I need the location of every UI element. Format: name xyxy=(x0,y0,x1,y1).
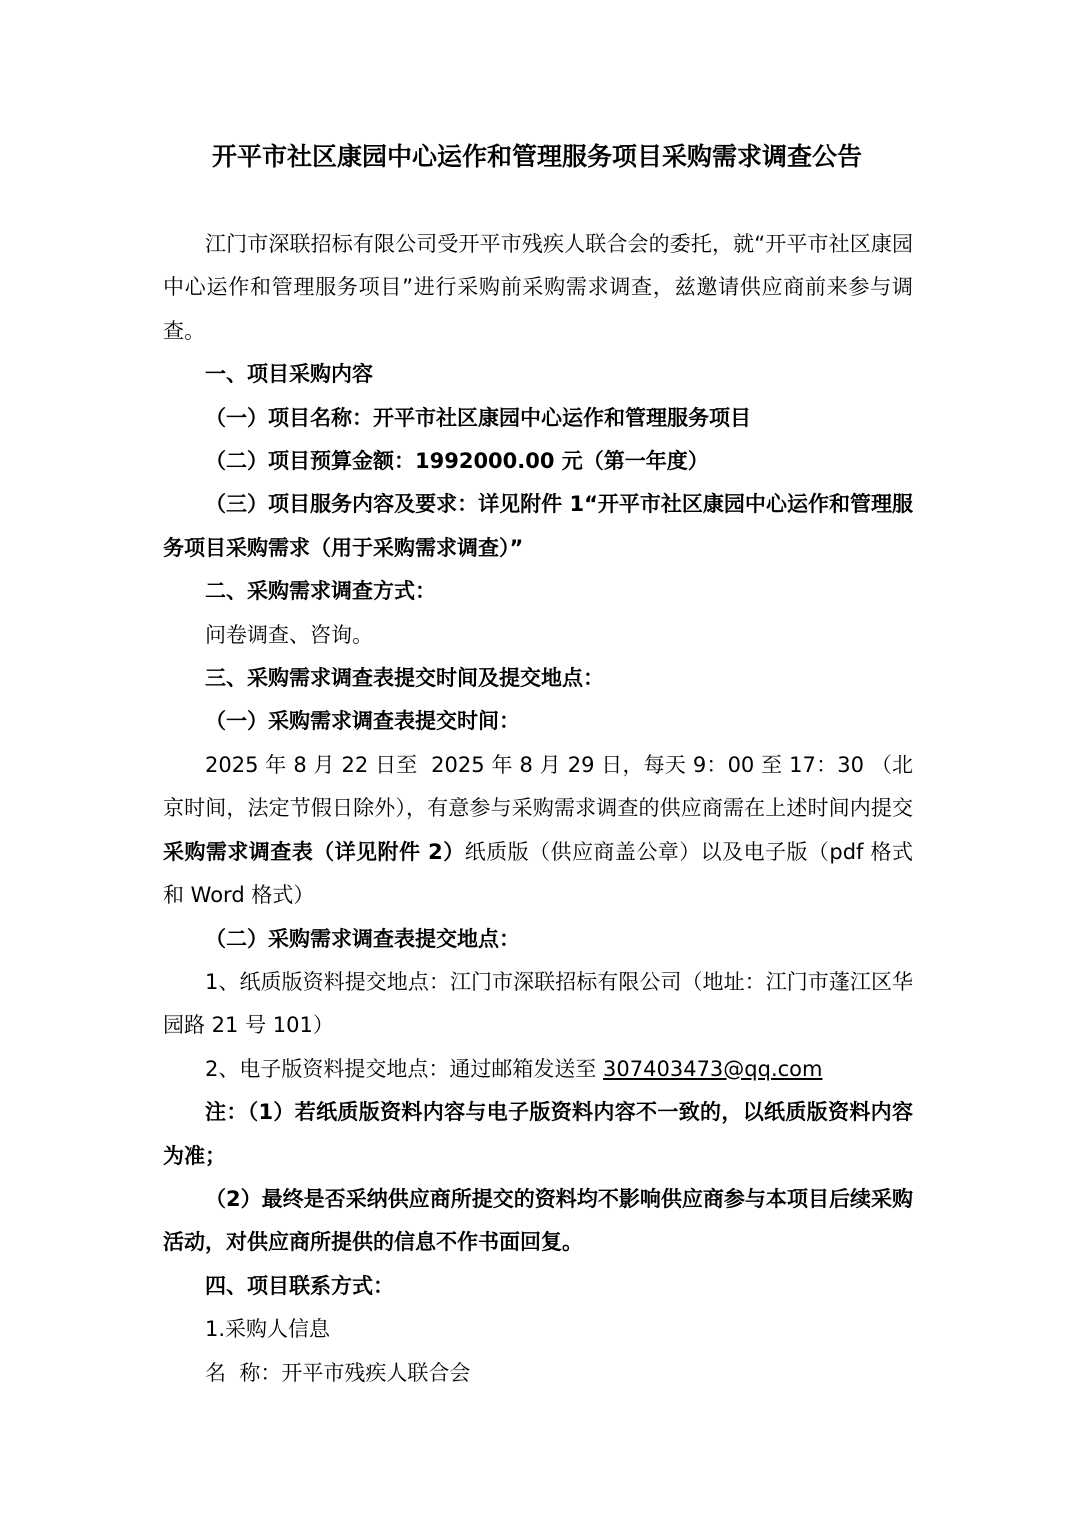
submit-time-text: 2025 年 8 月 22 日至 2025 年 8 月 29 日，每天 9：00 至 17：30 （北京时间，法定节假日除外），有意参与采购需求调查的供应商需在上述时间内提交 xyxy=(163,752,913,821)
purchaser-name-label: 名 称： xyxy=(205,1360,282,1385)
submit-time-heading: （一）采购需求调查表提交时间： xyxy=(205,709,520,734)
section3-heading: 三、采购需求调查表提交时间及提交地点： xyxy=(205,666,604,691)
note-1: 注：（1）若纸质版资料内容与电子版资料内容不一致的，以纸质版资料内容为准； xyxy=(163,1100,913,1168)
purchaser-name-line xyxy=(163,1352,913,1395)
survey-form-reference: 采购需求调查表（详见附件 2） xyxy=(163,839,465,864)
project-budget: （二）项目预算金额：1992000.00 元（第一年度） xyxy=(205,449,709,474)
section4-heading: 四、项目联系方式： xyxy=(205,1273,394,1298)
section2-heading: 二、采购需求调查方式： xyxy=(205,579,436,604)
purchaser-heading: 1.采购人信息 xyxy=(205,1317,331,1342)
note-2: （2）最终是否采纳供应商所提交的资料均不影响供应商参与本项目后续采购活动，对供应商所提供的信息不作书面回复。 xyxy=(163,1186,913,1255)
submit-time-paragraph xyxy=(163,744,913,918)
intro-paragraph: 江门市深联招标有限公司受开平市残疾人联合会的委托，就“开平市社区康园中心运作和管理服务项目”进行采购前采购需求调查，兹邀请供应商前来参与调查。 xyxy=(163,232,913,343)
submit-format-text: 纸质版（供应商盖公章）以及电子版（pdf 格式和 Word 格式） xyxy=(163,839,914,908)
document-title: 开平市社区康园中心运作和管理服务项目采购需求调查公告 xyxy=(211,142,862,171)
document-body xyxy=(163,223,913,1395)
email-submit-label: 2、电子版资料提交地点：通过邮箱发送至 xyxy=(205,1056,604,1081)
project-name: （一）项目名称：开平市社区康园中心运作和管理服务项目 xyxy=(205,405,751,430)
email-submit-paragraph xyxy=(163,1048,913,1091)
survey-method: 问卷调查、咨询。 xyxy=(205,622,373,647)
submit-place-heading: （二）采购需求调查表提交地点： xyxy=(205,926,520,951)
project-content: （三）项目服务内容及要求：详见附件 1“开平市社区康园中心运作和管理服务项目采购需求（用于采购需求调查）” xyxy=(163,492,913,560)
purchaser-name-value: 开平市残疾人联合会 xyxy=(281,1360,471,1385)
email-link[interactable]: 307403473@qq.com xyxy=(603,1056,823,1081)
section1-heading: 一、项目采购内容 xyxy=(205,362,373,387)
paper-submit-place: 1、纸质版资料提交地点：江门市深联招标有限公司（地址：江门市蓬江区华园路 21 号 101） xyxy=(163,969,913,1038)
